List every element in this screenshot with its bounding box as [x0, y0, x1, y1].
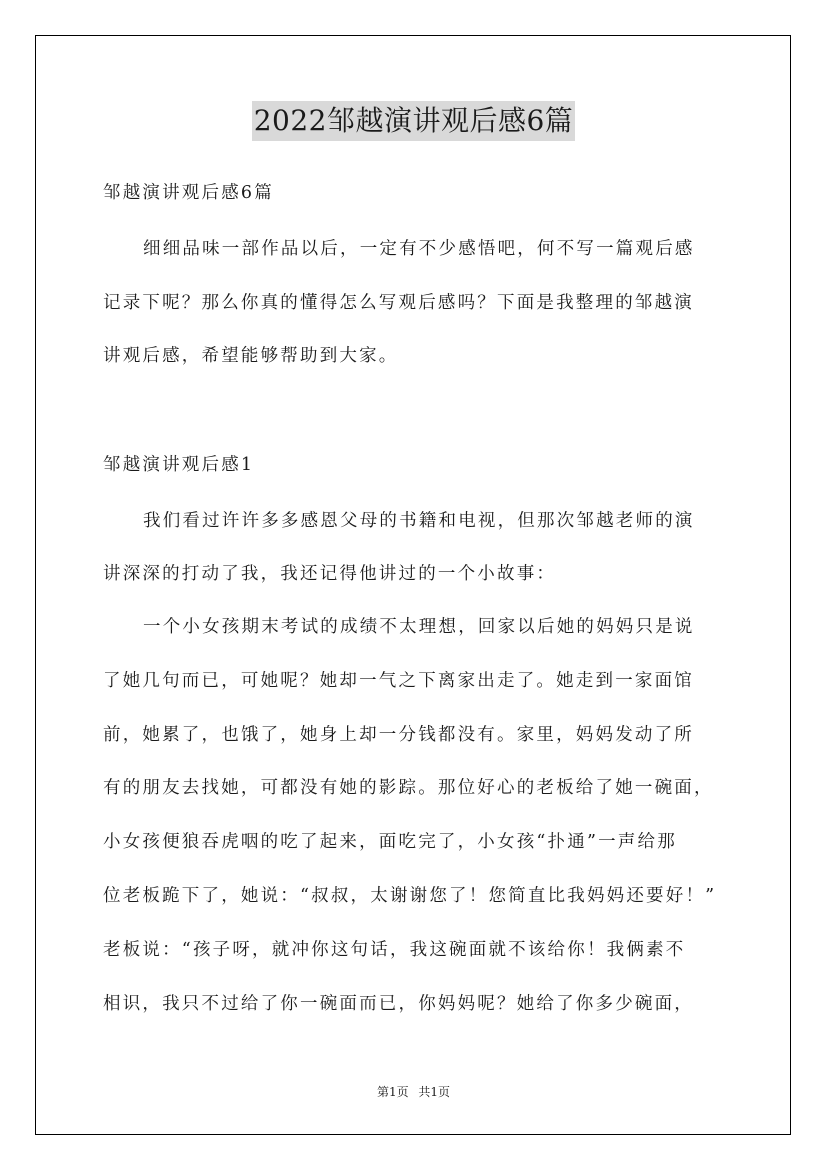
page-total: 共1页: [418, 1085, 451, 1099]
section1-line-9: 老板说：“孩子呀，就冲你这句话，我这碗面就不该给你！我俩素不: [103, 940, 686, 960]
document-title: 2022邹越演讲观后感6篇: [252, 101, 576, 141]
page-number: 第1页: [376, 1085, 409, 1099]
section1-heading: 邹越演讲观后感1: [103, 455, 255, 475]
page-footer: [0, 1083, 827, 1100]
title-container: [0, 101, 827, 141]
section1-line-3: 一个小女孩期末考试的成绩不太理想，回家以后她的妈妈只是说: [143, 617, 695, 637]
document-subtitle: 邹越演讲观后感6篇: [103, 183, 274, 203]
section1-line-2: 讲深深的打动了我，我还记得他讲过的一个小故事：: [103, 564, 557, 584]
section1-line-5: 前，她累了，也饿了，她身上却一分钱都没有。家里，妈妈发动了所: [103, 725, 694, 745]
section1-line-8: 位老板跪下了，她说：“叔叔，太谢谢您了！您简直比我妈妈还要好！”: [103, 886, 717, 906]
intro-line-2: 记录下呢？那么你真的懂得怎么写观后感吗？下面是我整理的邹越演: [103, 293, 694, 313]
section1-line-6: 有的朋友去找她，可都没有她的影踪。那位好心的老板给了她一碗面，: [103, 778, 714, 798]
section1-line-10: 相识，我只不过给了你一碗面而已，你妈妈呢？她给了你多少碗面，: [103, 994, 694, 1014]
section1-line-7: 小女孩便狼吞虎咽的吃了起来，面吃完了，小女孩“扑通”一声给那: [103, 832, 677, 852]
section1-line-4: 了她几句而已，可她呢？她却一气之下离家出走了。她走到一家面馆: [103, 671, 694, 691]
intro-line-1: 细细品味一部作品以后，一定有不少感悟吧，何不写一篇观后感: [143, 239, 695, 259]
intro-line-3: 讲观后感，希望能够帮助到大家。: [103, 346, 399, 366]
section1-line-1: 我们看过许许多多感恩父母的书籍和电视，但那次邹越老师的演: [143, 511, 695, 531]
